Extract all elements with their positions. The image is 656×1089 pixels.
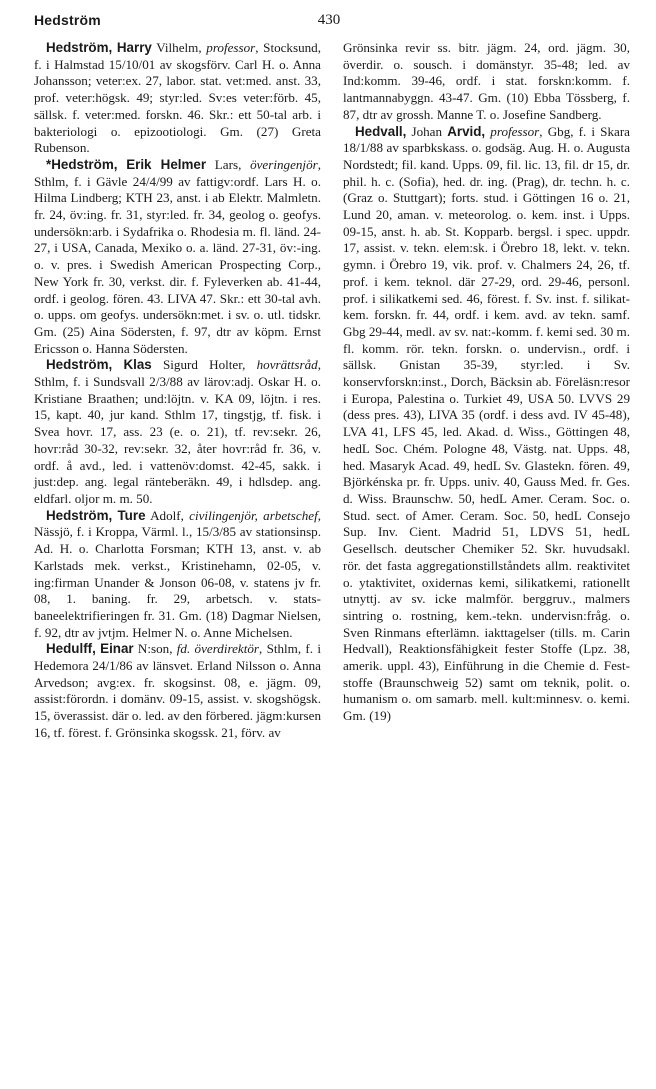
entry-hedstrom-klas bbox=[34, 357, 321, 507]
entry-given-name: Erik Helmer bbox=[126, 156, 207, 172]
entry-hedulff-einar bbox=[34, 641, 321, 741]
entry-text: , Sthlm, f. i Sundsvall 2/3/88 av lärov:adj. Oskar H. o. Kristiane Braathen; und:löjtn. v. KA 09, löjtn. i res. 15, kapt. 40, jur kand. Sthlm 17, tingstjg, tf. fisk. i Svea hovr. 17, ass. 23 (e. o. 21), tf. rev:sekr. 26, hovr:råd 30-32, rev:sekr. 32, åter hovr:råd fr. 36, v. ordf. å avd., led. i vattenöv:domst. 42-45, sakk. i just:dep. ang. legal ränteberäkn. 49, i hdlsdep. ang. eldfarl. oljor m. m. 50. bbox=[34, 357, 321, 506]
entry-text: , Sthlm, f. i Gävle 24/4/99 av fattigv:ordf. Lars H. o. Hilma Lindberg; KTH 23, anst. i ab Elektr. Malmletn. fr. 24, öv:ing. fr. 31, styr:led. fr. 34, geolog o. geofys. undersökn:arb. i Sydafrika o. Rhodesia m. fl. länd. 24-27, i USA, Canada, Mexiko o. a. länd. 27-31, öv:-ing. o. v. pres. i Swedish American Prospecting Corp., New York fr. 30, verkst. dir. f. Fyleverken ab. 41-44, ordf. i geolog. fören. 43. LIVA 47. Skr.: ett 30-tal avh. o. upps. om geofys. undersökn:met. i sv. o. utl. tidskr. Gm. (25) Aina Södersten, f. 97, dtr av köpm. Ernst Ericsson o. Hanna Södersten. bbox=[34, 156, 321, 356]
entry-surname: Hedulff, bbox=[46, 641, 96, 657]
entry-hedstrom-ture bbox=[34, 508, 321, 642]
entry-hedstrom-harry bbox=[34, 40, 321, 157]
entry-given-pre: Johan bbox=[406, 123, 448, 139]
entry-given-name: Ture bbox=[117, 507, 146, 523]
entry-title: överingenjör bbox=[250, 156, 318, 172]
entry-title: professor bbox=[206, 40, 256, 55]
entry-given-rest: Adolf, bbox=[145, 507, 190, 523]
entry-title: civilingenjör, arbetschef bbox=[189, 507, 318, 523]
entry-text: , Sthlm, f. i Hedemora 24/1/86 av länsvet. Erland Nilsson o. Anna Arvedson; avg:ex. fr. skogsinst. 08, e. jägm. 09, assist:förordn. i domänv. 09-15, assist. v. skogshögsk. 15, överassist. där o. led. av den förbered. jägm:kursen 16, tf. förest. f. Grönsinka skogssk. 21, förv. av bbox=[34, 641, 321, 740]
entry-surname: Hedvall, bbox=[355, 123, 407, 139]
entry-text: , Gbg, f. i Skara 18/1/88 av sparbkskass. o. godsäg. Aug. H. o. Augusta Nordstedt; fil. kand. Upps. 09, fil. lic. 13, fil. dr 15, dr. phil. h. c. (Sofia), hed. dr. ing. (Prag), dr. techn. h. c. (Graz o. Stuttgart); forts. stud. i Göttingen 16 o. 21, Lund 20, aman. v. meteorolog. o. kem. inst. i Upps. 09-15, anst. h. ab. St. Kopparb. bergsl. i spec. uppdr. 17, assist. v. tekn. elem:sk. i Örebro 18, lekt. v. tekn. gymn. i Örebro 19, vik. prof. v. Chalmers 24, 26, tf. prof. i kem. teknol. där 27-29, ord. 29-46, personl. prof. i silikatkemi sed. 46, förest. f. Sv. inst. f. silikatkem. forskn. fr. 44, ordf. i kem. avd. av tekn. samf. Gbg 29-44, medl. av sv. nat:-komm. f. kemi sed. 30 m. fl. komm. rör. tekn. forskn. o. undervisn., ordf. i sällsk. Gnistan 35-39, styr:led. i Sv. konservforskn:inst., Dorch, Bäcksin ab. Föreläsn:resor i Europa, Palestina o. Turkiet 49, USA 50. LVVS 29 (dess pres. 43), LIVA 35 (ordf. i dess avd. IV 45-48), LVA 41, LFS 45, led. Akad. d. Wiss., Göttingen 48, hedL Soc. Chém. Pologne 48, Västg. nat. Upps. 48, hed. Masaryk Acad. 49, hedL Sv. Glastekn. fören. 49, Björkénska pr. fr. Upps. univ. 40, Gauss Med. fr. Ges. d. Wiss. Braunschw. 50, hedL Amer. Ceram. Soc. o. Stud. sect. of Amer. Ceram. Soc. 50, hedL Consejo Sup. Inv. Cient. Madrid 51, LDVS 51, hedL Gesellsch. deutscher Chemiker 52. Skr. huvudsakl. rör. det fasta aggregationstillståndets allm. reaktivitet o. ytaktivitet, oxidernas kemi, silikatkemi, rationellt utnyttj. av sv. icke malmför. berggruv., malmers sintring o. rostning, kem.-tekn. undervisn:fråg. o. Sven Rinmans efterlämn. iakttagelser (tills. m. Carin Hedvall), Reaktionsfähigkeit fester Stoffe (Lpz. 38, amerik. uppl. 43), Einführung in die Chemie d. Feststoffe (Braunschweig 52) samt om teknik, polit. o. humanism o. om samarb. mell. kult:minnesv. o. kemi. Gm. (19) bbox=[343, 123, 630, 724]
entry-given-rest: N:son, bbox=[133, 641, 177, 657]
page-header bbox=[34, 6, 624, 32]
entry-surname: Hedström, bbox=[46, 357, 113, 373]
entry-given-rest: Vilhelm, bbox=[151, 40, 207, 55]
entry-given-name: Harry bbox=[116, 40, 152, 55]
entry-text: , Stocksund, f. i Halmstad 15/10/01 av skogsförv. Carl H. o. Anna Johansson; veter:ex. 27, labor. stat. vet:med. anst. 33, prof. veter:högsk. 49; styr:led. Sv:es veter:förb. 45, sällsk. f. veter:med. forskn. 46. Skr.: ett 50-tal arb. i bakteriologi o. epizootiologi. Gm. (27) Greta Rubenson. bbox=[34, 40, 321, 156]
entry-text: Grönsinka revir ss. bitr. jägm. 24, ord. jägm. 30, överdir. o. sousch. i domänstyr. 35-48; led. av Ind:komm. 39-46, ordf. i stat. forskn:komm. f. lantmannabyggn. 43-47. Gm. (10) Ebba Tössberg, f. 87, dtr av grossh. Manne T. o. Josefine Sandberg. bbox=[343, 40, 630, 122]
entry-given-name: Klas bbox=[123, 357, 152, 373]
entry-continuation bbox=[343, 40, 630, 124]
entry-hedstrom-erik bbox=[34, 157, 321, 357]
entry-given-name: Einar bbox=[100, 641, 134, 657]
entry-text: , Nässjö, f. i Kroppa, Värml. l., 15/3/85 av stationsinsp. Ad. H. o. Charlotta Forsman; KTH 13, anst. v. ab Karlstads mek. verkst., Kristinehamn, 02-05, v. ing:firman Unander & Jonson 06-08, v. statens jv fr. 08, 1. baning. fr. 29, arbetsch. v. statsbaneelektrifieringen fr. 31. Gm. (18) Dagmar Nielsen, f. 92, dtr av jvtjm. Helmer N. o. Anne Michelsen. bbox=[34, 507, 321, 640]
running-headword: Hedström bbox=[34, 12, 101, 28]
entry-given-rest: Sigurd Holter, bbox=[151, 357, 257, 373]
entry-surname: Hedström, bbox=[46, 40, 113, 55]
entry-marker: * bbox=[46, 156, 52, 172]
entry-given-name: Arvid, bbox=[447, 123, 486, 139]
entry-hedvall-arvid bbox=[343, 124, 630, 725]
right-column bbox=[343, 40, 630, 725]
entry-title: hovrättsråd bbox=[256, 357, 318, 373]
page-number: 430 bbox=[317, 12, 341, 28]
entry-surname: Hedström, bbox=[51, 156, 118, 172]
entry-title: professor bbox=[490, 123, 540, 139]
left-column bbox=[34, 40, 321, 742]
entry-given-rest: Lars, bbox=[206, 156, 251, 172]
entry-surname: Hedström, bbox=[46, 507, 113, 523]
entry-title: fd. överdirektör bbox=[176, 641, 260, 657]
